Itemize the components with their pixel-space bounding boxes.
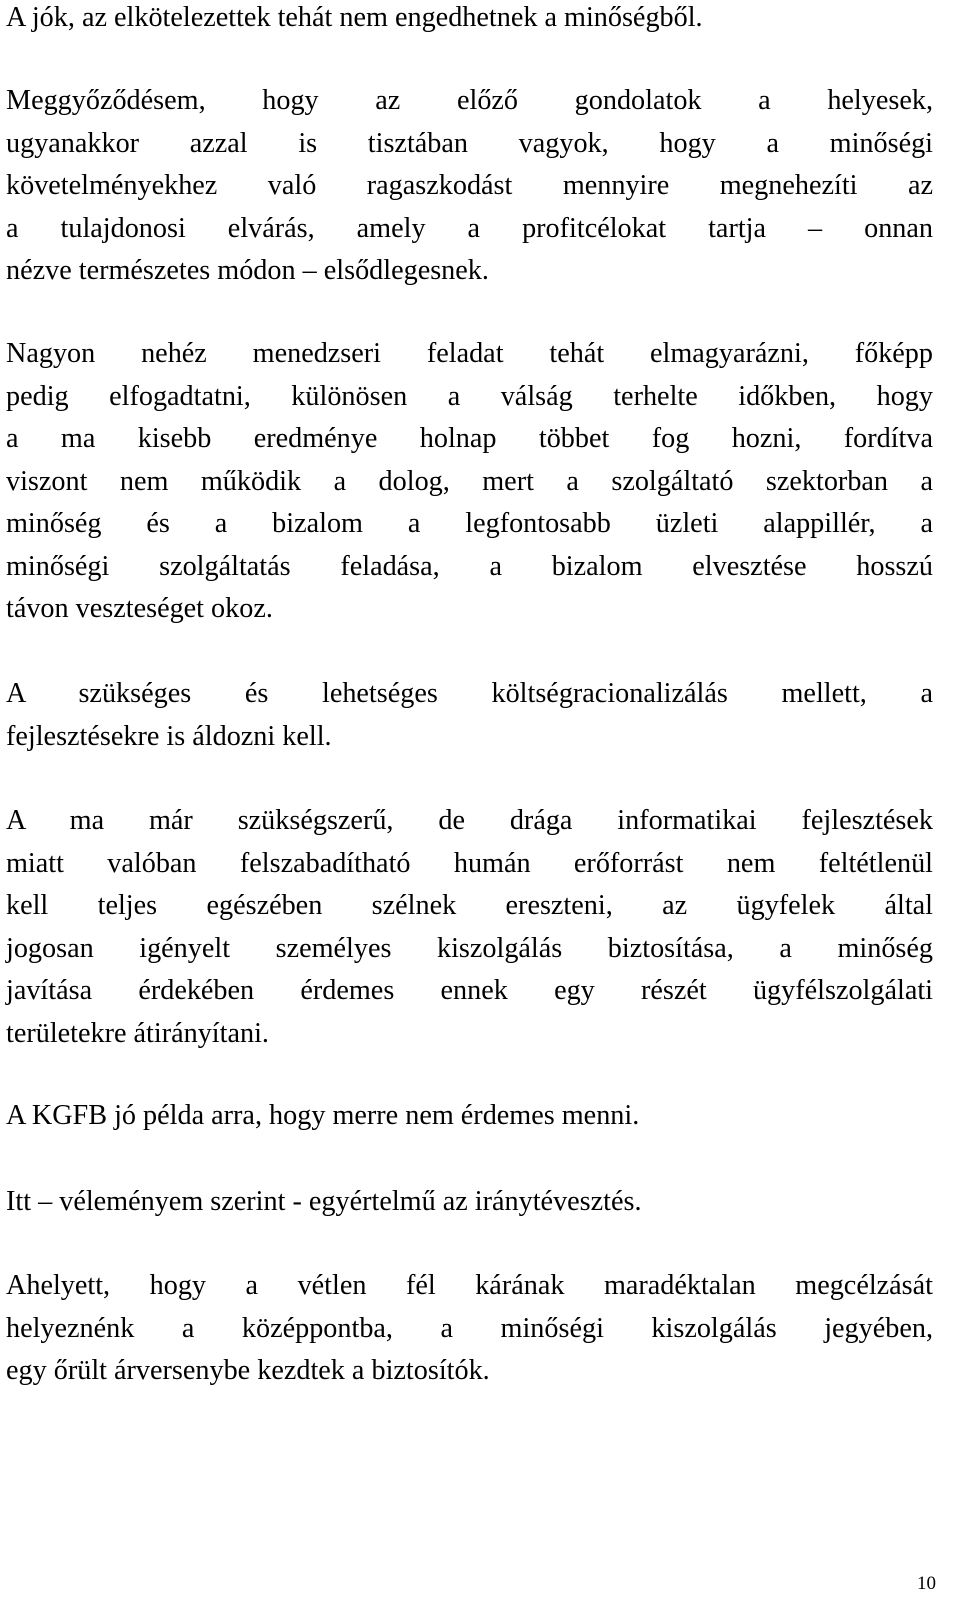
paragraph-8 xyxy=(6,1265,933,1393)
paragraph-4 xyxy=(6,673,933,758)
paragraph-3 xyxy=(6,333,933,631)
text-line: a tulajdonosi elvárás, amely a profitcélokat tartja – onnan xyxy=(6,212,933,244)
text-line: egy őrült árversenybe kezdtek a biztosítók. xyxy=(6,1355,490,1386)
text-line: jogosan igényelt személyes kiszolgálás biztosítása, a minőség xyxy=(6,932,933,964)
text-line: javítása érdekében érdemes ennek egy részét ügyfélszolgálati xyxy=(6,975,933,1006)
text-line: követelményekhez való ragaszkodást mennyire megnehezíti az xyxy=(6,170,933,201)
text-line: távon veszteséget okoz. xyxy=(6,593,273,624)
text-line: pedig elfogadtatni, különösen a válság terhelte időkben, hogy xyxy=(6,380,933,412)
text-line: minőségi szolgáltatás feladása, a bizalom elvesztése hosszú xyxy=(6,550,933,582)
paragraph-7 xyxy=(6,1181,933,1224)
text-line: A KGFB jó példa arra, hogy merre nem érdemes menni. xyxy=(6,1100,640,1131)
text-line: A szükséges és lehetséges költségracionalizálás mellett, a xyxy=(6,678,933,709)
text-line: A jók, az elkötelezettek tehát nem engedhetnek a minőségből. xyxy=(6,2,703,33)
text-line: A ma már szükségszerű, de drága informatikai fejlesztések xyxy=(6,805,933,836)
paragraph-1 xyxy=(6,0,933,40)
text-line: viszont nem működik a dolog, mert a szolgáltató szektorban a xyxy=(6,465,933,497)
text-line: nézve természetes módon – elsődlegesnek. xyxy=(6,255,489,286)
text-line: Ahelyett, hogy a vétlen fél kárának maradéktalan megcélzását xyxy=(6,1270,933,1301)
text-line: minőség és a bizalom a legfontosabb üzleti alappillér, a xyxy=(6,508,933,539)
text-line: a ma kisebb eredménye holnap többet fog hozni, fordítva xyxy=(6,423,933,454)
text-line: ugyanakkor azzal is tisztában vagyok, hogy a minőségi xyxy=(6,127,933,159)
text-line: helyeznénk a középpontba, a minőségi kiszolgálás jegyében, xyxy=(6,1312,933,1344)
text-line: kell teljes egészében szélnek ereszteni, az ügyfelek által xyxy=(6,890,933,921)
text-line: Meggyőződésem, hogy az előző gondolatok a helyesek, xyxy=(6,85,933,116)
paragraph-6 xyxy=(6,1095,933,1138)
text-line: területekre átirányítani. xyxy=(6,1017,269,1049)
paragraph-5 xyxy=(6,800,933,1055)
text-line: miatt valóban felszabadítható humán erőforrást nem feltétlenül xyxy=(6,847,933,879)
page-number: 10 xyxy=(917,1573,936,1594)
text-line: Itt – véleményem szerint - egyértelmű az iránytévesztés. xyxy=(6,1186,642,1217)
text-line: fejlesztésekre is áldozni kell. xyxy=(6,720,332,752)
text-line: Nagyon nehéz menedzseri feladat tehát elmagyarázni, főképp xyxy=(6,338,933,369)
paragraph-2 xyxy=(6,80,933,293)
